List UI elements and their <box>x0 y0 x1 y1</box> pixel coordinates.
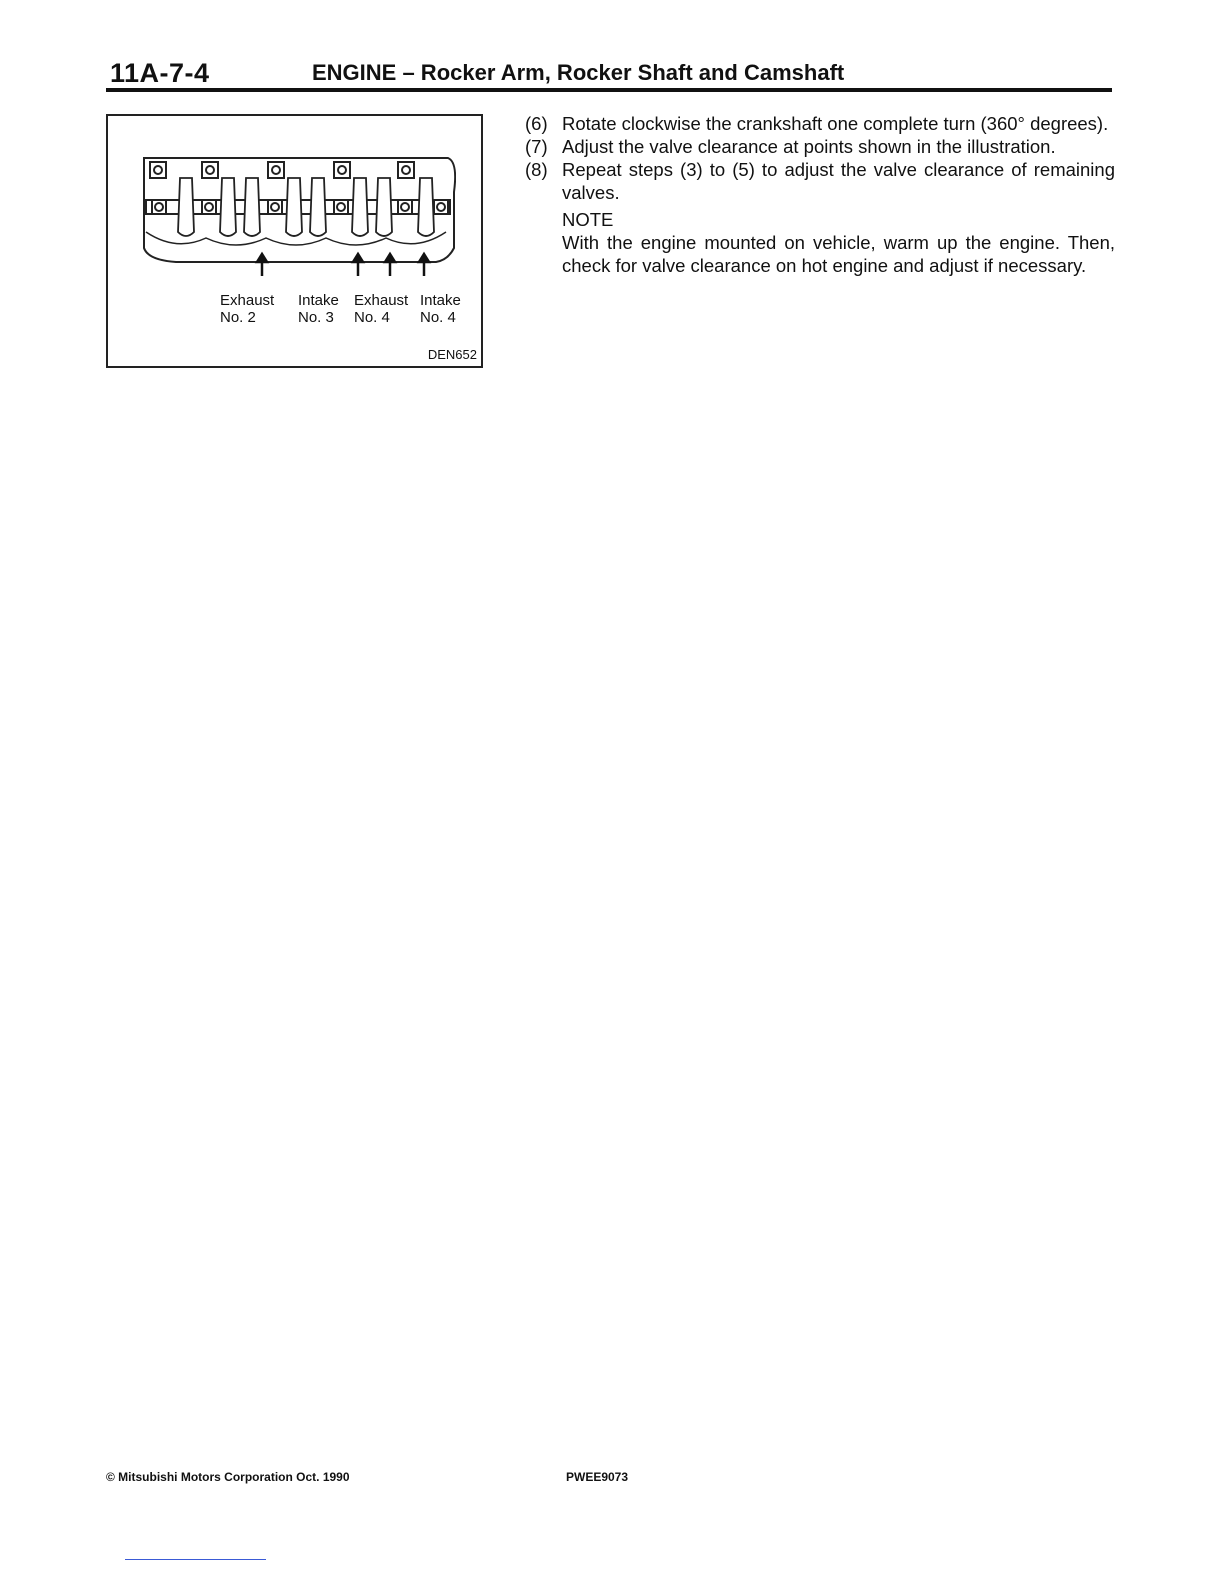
figure-code: DEN652 <box>427 347 477 362</box>
valve-clearance-figure <box>106 114 483 368</box>
footer-copyright: © Mitsubishi Motors Corporation Oct. 1990 <box>106 1470 350 1484</box>
step-number: (6) <box>525 113 548 134</box>
page-header <box>106 54 1112 94</box>
page-title: ENGINE – Rocker Arm, Rocker Shaft and Camshaft <box>312 60 845 85</box>
step-8 <box>525 158 1115 204</box>
page-number: 11A-7-4 <box>110 58 210 88</box>
label-intake-no3: Intake No. 3 <box>298 292 339 326</box>
label-intake-no4: Intake No. 4 <box>420 292 461 326</box>
step-6 <box>525 112 1115 135</box>
bottom-divider <box>125 1559 266 1560</box>
rocker-arm-illustration <box>136 152 456 292</box>
step-number: (7) <box>525 136 548 157</box>
note-heading: NOTE <box>562 209 614 230</box>
step-7 <box>525 135 1115 158</box>
step-text: Rotate clockwise the crankshaft one complete turn (360° degrees). <box>562 113 1109 134</box>
step-text: Adjust the valve clearance at points shown in the illustration. <box>562 136 1056 157</box>
step-text: Repeat steps (3) to (5) to adjust the valve clearance of remaining valves. <box>562 159 1115 203</box>
label-exhaust-no4: Exhaust No. 4 <box>354 292 409 326</box>
procedure-text <box>525 112 1115 277</box>
footer-code: PWEE9073 <box>566 1470 629 1484</box>
header-rule <box>106 88 1112 92</box>
label-exhaust-no2: Exhaust No. 2 <box>220 292 275 326</box>
note-text: With the engine mounted on vehicle, warm up the engine. Then, check for valve clearance on hot engine and adjust if necessary. <box>562 232 1115 276</box>
step-number: (8) <box>525 159 548 180</box>
